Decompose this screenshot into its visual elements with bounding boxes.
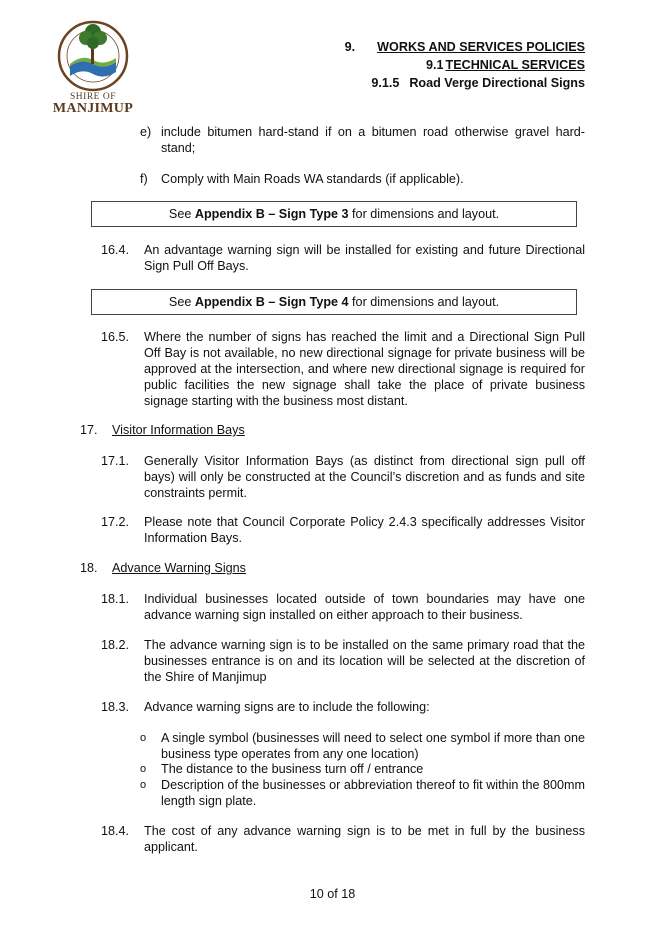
section-17-heading [80, 422, 585, 438]
para-16-5-text: Where the number of signs has reached the limit and a Directional Sign Pull Off Bay is not available, no new directional signage for private business will be approved at the intersection, and where new directional signage is required for public facilities the new signage shall take the place of private business signage starting with the business most distant. [144, 330, 585, 408]
item-f [140, 171, 585, 187]
box2-prefix: See [168, 295, 195, 309]
item-f-label: f) [140, 172, 148, 186]
para-18-2-label: 18.2. [101, 638, 130, 652]
page-number: 10 of 18 [309, 887, 356, 901]
bullet-circle-icon: o [140, 763, 147, 775]
para-17-1-label: 17.1. [101, 454, 130, 468]
bullet-2-text: The distance to the business turn off / entrance [161, 762, 424, 776]
section-17-label: 17. [80, 423, 98, 437]
section-18-label: 18. [80, 561, 98, 575]
header-number-3: 9.1.5 [371, 76, 400, 90]
para-17-2 [101, 514, 585, 546]
para-18-3-label: 18.3. [101, 700, 130, 714]
para-16-5-label: 16.5. [101, 330, 130, 344]
bullet-circle-icon: o [140, 779, 147, 791]
bullet-3-text: Description of the businesses or abbreviation thereof to fit within the 800mm length sign plate. [161, 778, 585, 808]
bullet-item-1 [140, 730, 585, 762]
para-18-2 [101, 637, 585, 685]
section-18-heading [80, 560, 585, 576]
para-18-1 [101, 591, 585, 623]
box2-bold: Appendix B – Sign Type 4 [194, 295, 349, 309]
logo-line2: MANJIMUP [52, 101, 134, 116]
box1-prefix: See [168, 207, 195, 221]
para-18-3 [101, 699, 585, 715]
para-18-3-text: Advance warning signs are to include the following: [144, 700, 430, 714]
bullet-circle-icon: o [140, 732, 147, 744]
para-17-1 [101, 453, 585, 501]
header-number-1: 9. [344, 40, 356, 54]
para-17-1-text: Generally Visitor Information Bays (as distinct from directional sign pull off bays) will only be constructed at the Council’s discretion and as funds and site constraints permit. [144, 454, 585, 500]
bullet-item-2 [140, 761, 585, 777]
header-line-3 [371, 74, 585, 92]
box2-suffix: for dimensions and layout. [348, 295, 500, 309]
para-16-5 [101, 329, 585, 409]
para-18-4-label: 18.4. [101, 824, 130, 838]
item-e [140, 124, 585, 156]
para-16-4 [101, 242, 585, 274]
para-18-4-text: The cost of any advance warning sign is to be met in full by the business applicant. [144, 824, 585, 854]
para-18-1-text: Individual businesses located outside of town boundaries may have one advance warning sign installed on either approach to their business. [144, 592, 585, 622]
para-16-4-label: 16.4. [101, 243, 130, 257]
appendix-box-2 [91, 289, 577, 315]
box1-bold: Appendix B – Sign Type 3 [194, 207, 349, 221]
para-18-2-text: The advance warning sign is to be installed on the same primary road that the businesses entrance is on and its location will be selected at the discretion of the Shire of Manjimup [144, 638, 585, 684]
para-17-2-label: 17.2. [101, 515, 130, 529]
section-18-title: Advance Warning Signs [112, 561, 246, 575]
para-18-1-label: 18.1. [101, 592, 130, 606]
para-18-4 [101, 823, 585, 855]
item-f-text: Comply with Main Roads WA standards (if applicable). [161, 172, 464, 186]
item-e-label: e) [140, 125, 152, 139]
bullet-1-text: A single symbol (businesses will need to select one symbol if more than one business type operates from any one location) [161, 731, 585, 761]
header-line-2 [426, 56, 585, 74]
header-title-3: Road Verge Directional Signs [409, 76, 585, 90]
header-line-1 [345, 38, 585, 56]
header-title-1: WORKS AND SERVICES POLICIES [377, 40, 585, 54]
header-title-2: TECHNICAL SERVICES [445, 58, 585, 72]
item-e-text: include bitumen hard-stand if on a bitumen road otherwise gravel hard-stand; [161, 125, 585, 155]
box1-suffix: for dimensions and layout. [348, 207, 500, 221]
section-17-title: Visitor Information Bays [112, 423, 245, 437]
appendix-box-1 [91, 201, 577, 227]
bullet-item-3 [140, 777, 585, 809]
logo-line1: SHIRE OF [70, 92, 116, 102]
header-number-2: 9.1 [425, 58, 444, 72]
para-17-2-text: Please note that Council Corporate Policy 2.4.3 specifically addresses Visitor Information Bays. [144, 515, 585, 545]
para-16-4-text: An advantage warning sign will be installed for existing and future Directional Sign Pull Off Bays. [144, 243, 585, 273]
